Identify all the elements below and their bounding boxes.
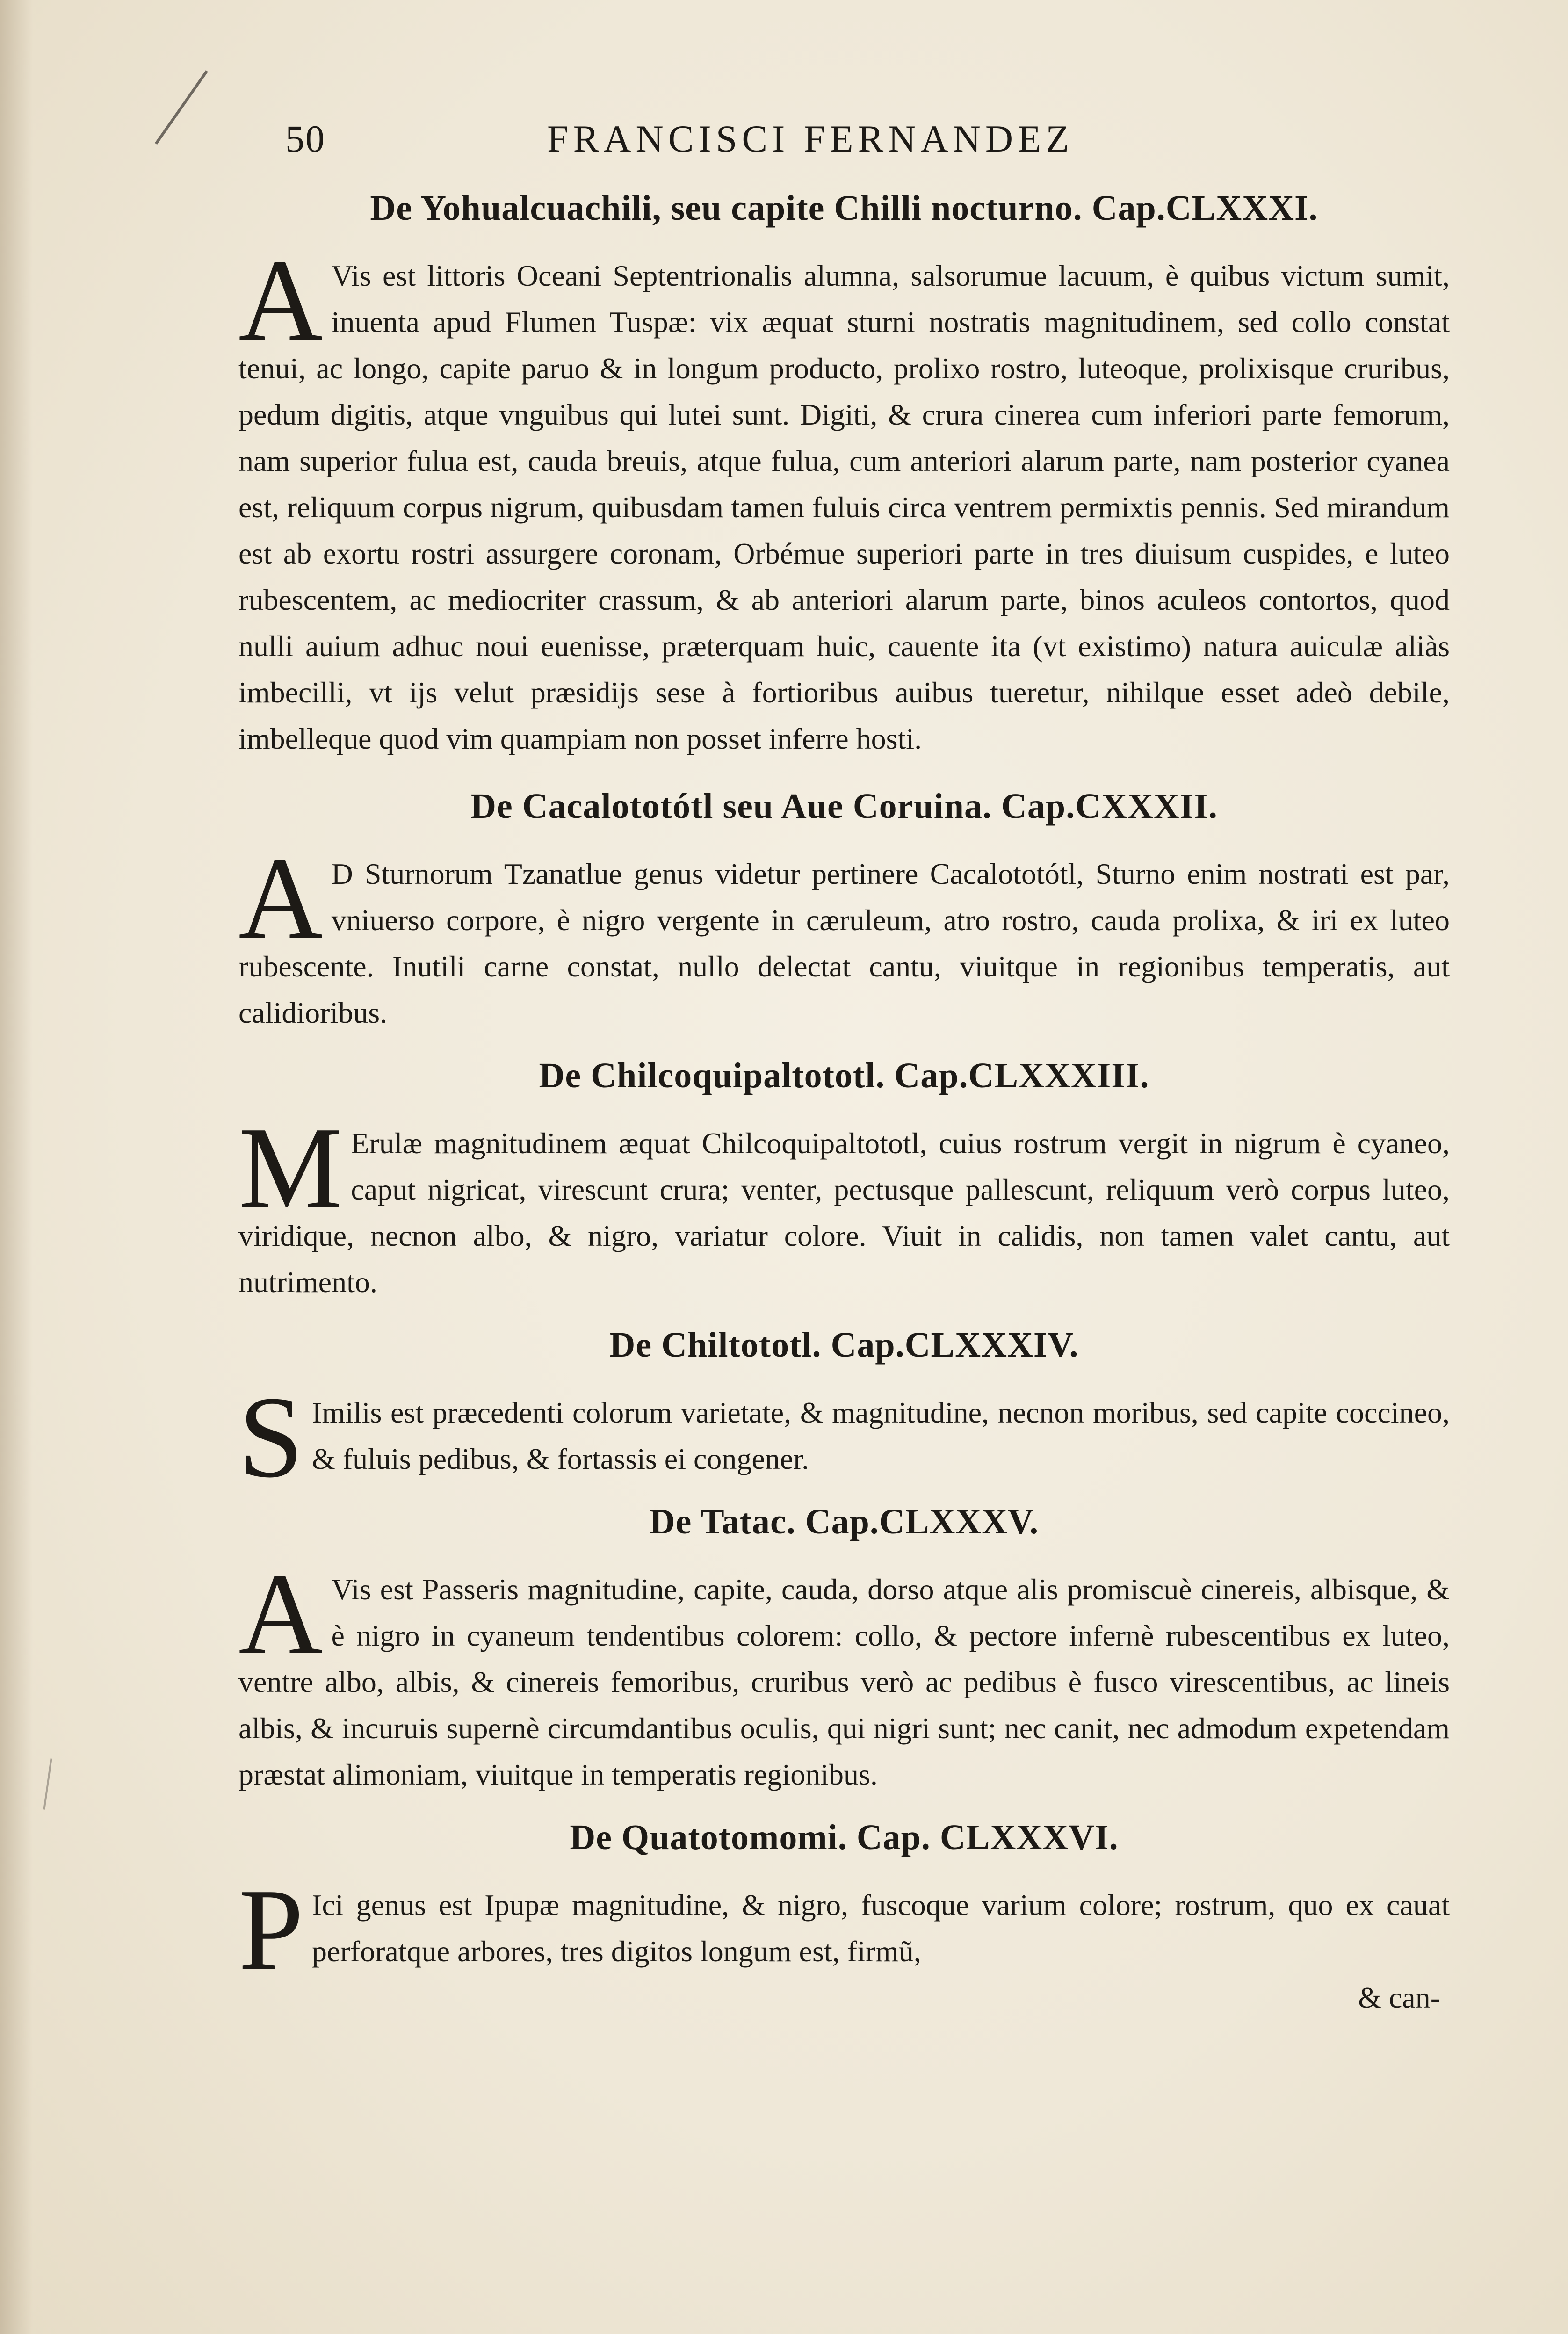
chapter-body: Vis est littoris Oceani Septentrionalis alumna, salsorumue lacuum, è quibus victum sumit, inuenta apud Flumen Tuspæ: vix æquat sturni nostratis magnitudinem, sed collo constat tenui, ac longo, capite paruo & in longum producto, prolixo rostro, luteoque, prolixisque cruribus, pedum digitis, atque vnguibus qui lutei sunt. Digiti, & crura cinerea cum inferiori parte femorum, nam superior fulua est, cauda breuis, atque fulua, cum anteriori alarum parte, nam posterior cyanea est, reliquum corpus nigrum, quibusdam tamen fuluis circa ventrem permixtis pennis. Sed mirandum est ab exortu rostri assurgere coronam, Orbémue superiori parte in tres diuisum cuspides, e luteo rubescentem, ac mediocriter crassum, & ab anteriori alarum parte, binos aculeos contortos, quod nulli auium adhuc noui euenisse, præterquam huic, cauente ita (vt existimo) natura auiculæ aliàs imbecilli, vt ijs velut præsidijs sese à fortioribus auibus tueretur, nihilque esset adeò debile, imbelleque quod vim quampiam non posset inferre hosti.	[238, 259, 1450, 755]
chapter-body: Vis est Passeris magnitudine, capite, cauda, dorso atque alis promiscuè cinereis, albisque, & è nigro in cyaneum tendentibus colorem: collo, & pectore infernè rubescentibus ex luteo, ventre albo, albis, & cinereis femoribus, cruribus verò ac pedibus è fusco virescentibus, ac lineis albis, & incuruis supernè circumdantibus oculis, qui nigri sunt; nec canit, nec admodum expetendam præstat alimoniam, viuitque in temperatis regionibus.	[238, 1573, 1450, 1791]
chapter-181	[238, 182, 1450, 762]
chapter-title: De Quatotomomi. Cap. CLXXXVI.	[570, 1818, 1119, 1857]
chapter-body: Imilis est præcedenti colorum varietate, & magnitudine, necnon moribus, sed capite coccineo, & fuluis pedibus, & fortassis ei congener.	[312, 1396, 1450, 1475]
chapter-text	[238, 1373, 1450, 1502]
gutter-shadow	[0, 0, 33, 2334]
chapter-body: D Sturnorum Tzanatlue genus videtur pertinere Cacalototótl, Sturno enim nostrati est par, vniuerso corpore, è nigro vergente in cæruleum, atro rostro, cauda prolixa, & iri ex luteo rubescente. Inutili carne constat, nullo delectat cantu, viuitque in regionibus temperatis, aut calidioribus.	[238, 857, 1450, 1029]
chapter-title: De Yohualcuachili, seu capite Chilli nocturno. Cap.CLXXXI.	[370, 188, 1318, 228]
page-number: 50	[285, 117, 325, 160]
chapter-title: De Chilcoquipaltototl. Cap.CLXXXIII.	[539, 1056, 1149, 1095]
chapter-text	[238, 1865, 1450, 1994]
chapter-185	[238, 1496, 1450, 1798]
drop-cap: M	[238, 1103, 343, 1233]
drop-cap: A	[238, 236, 323, 365]
chapter-body: Erulæ magnitudinem æquat Chilcoquipaltototl, cuius rostrum vergit in nigrum è cyaneo, caput nigricat, virescunt crura; venter, pectusque pallescunt, reliquum verò corpus luteo, viridique, necnon albo, & nigro, variatur colore. Viuit in calidis, non tamen valet cantu, aut nutrimento.	[238, 1127, 1450, 1299]
drop-cap: P	[238, 1865, 304, 1994]
chapter-text	[238, 1103, 1450, 1305]
pencil-mark	[155, 70, 208, 145]
chapter-body: Ici genus est Ipupæ magnitudine, & nigro, fuscoque varium colore; rostrum, quo ex cauat perforatque arbores, tres digitos longum est, firmũ,	[312, 1888, 1450, 1968]
running-head: FRANCISCI FERNANDEZ	[547, 117, 1074, 160]
drop-cap: S	[238, 1373, 304, 1502]
chapter-text	[238, 236, 1450, 762]
chapter-182	[238, 780, 1450, 1036]
chapter-text	[238, 1549, 1450, 1798]
chapter-title: De Cacalototótl seu Aue Coruina. Cap.CXXXII.	[470, 787, 1218, 826]
chapter-title: De Chiltototl. Cap.CLXXXIV.	[609, 1325, 1079, 1365]
drop-cap: A	[238, 1549, 323, 1679]
chapter-text	[238, 834, 1450, 1036]
chapter-183	[238, 1050, 1450, 1305]
catchword: & can-	[1358, 1981, 1440, 2014]
chapter-184	[238, 1319, 1450, 1502]
page-header	[285, 117, 1221, 173]
chapter-title: De Tatac. Cap.CLXXXV.	[649, 1502, 1039, 1541]
page-content	[238, 182, 1450, 2035]
drop-cap: A	[238, 834, 323, 963]
margin-mark	[43, 1758, 52, 1809]
chapter-186	[238, 1812, 1450, 2021]
